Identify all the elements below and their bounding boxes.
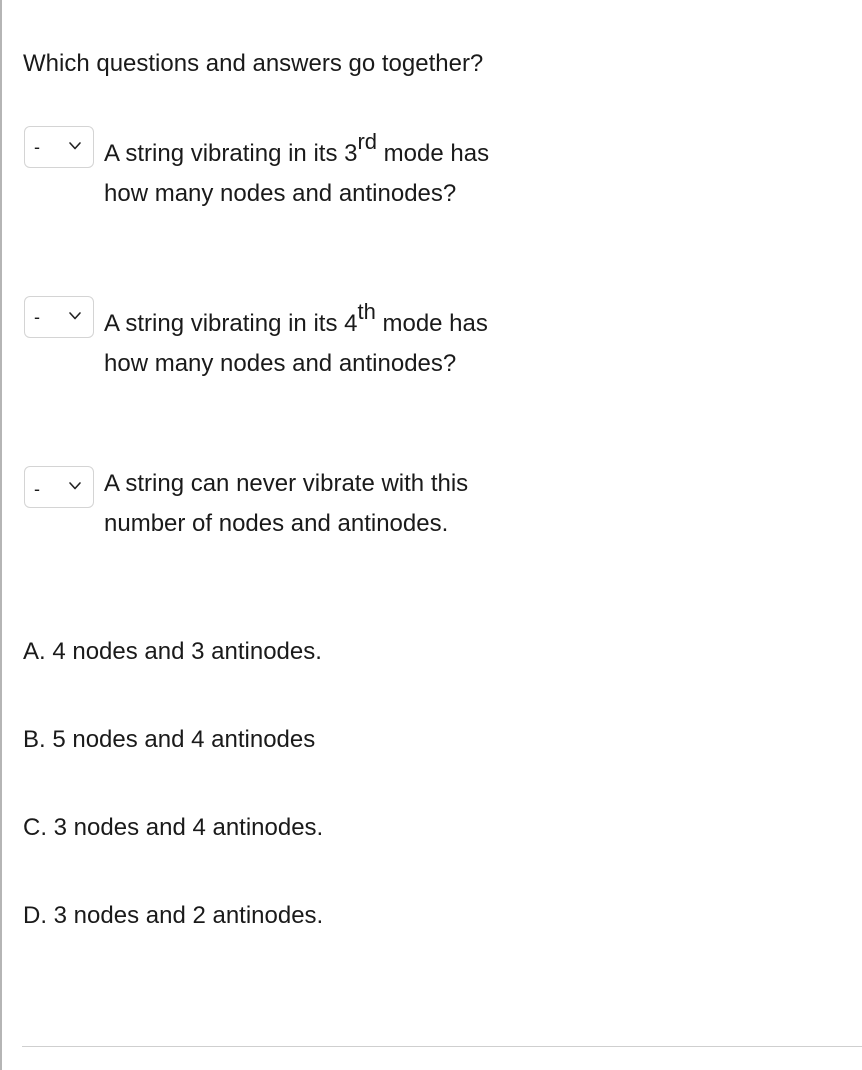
chevron-down-icon	[68, 309, 82, 323]
answer-option-a: A. 4 nodes and 3 antinodes.	[23, 638, 322, 665]
question-2-text-start: A string vibrating in its 4	[104, 310, 358, 337]
question-1-ordinal-suffix: rd	[357, 129, 378, 154]
answer-select-3[interactable]	[24, 466, 94, 508]
select-value-3: -	[34, 479, 40, 499]
chevron-down-icon	[68, 139, 82, 153]
answer-select-1[interactable]	[24, 126, 94, 168]
select-value-1: -	[34, 137, 40, 157]
answer-option-d: D. 3 nodes and 2 antinodes.	[23, 902, 324, 929]
section-divider	[22, 1046, 862, 1047]
answer-select-2[interactable]	[24, 296, 94, 338]
question-3-text: A string can never vibrate with this number of nodes and antinodes.	[104, 470, 469, 537]
select-value-2: -	[34, 307, 40, 327]
question-text-1	[104, 129, 504, 214]
question-1-text-end: mode has how many nodes and antinodes?	[104, 140, 490, 207]
question-1-text-start: A string vibrating in its 3	[104, 140, 358, 167]
answer-option-b: B. 5 nodes and 4 antinodes	[23, 726, 316, 753]
answer-option-c: C. 3 nodes and 4 antinodes.	[23, 814, 324, 841]
chevron-down-icon	[68, 479, 82, 493]
left-border-line	[0, 0, 2, 1070]
page-title: Which questions and answers go together?	[23, 50, 484, 77]
question-text-3	[104, 464, 504, 544]
question-text-2	[104, 299, 504, 384]
question-2-ordinal-suffix: th	[357, 299, 376, 324]
question-2-text-end: mode has how many nodes and antinodes?	[104, 310, 488, 377]
